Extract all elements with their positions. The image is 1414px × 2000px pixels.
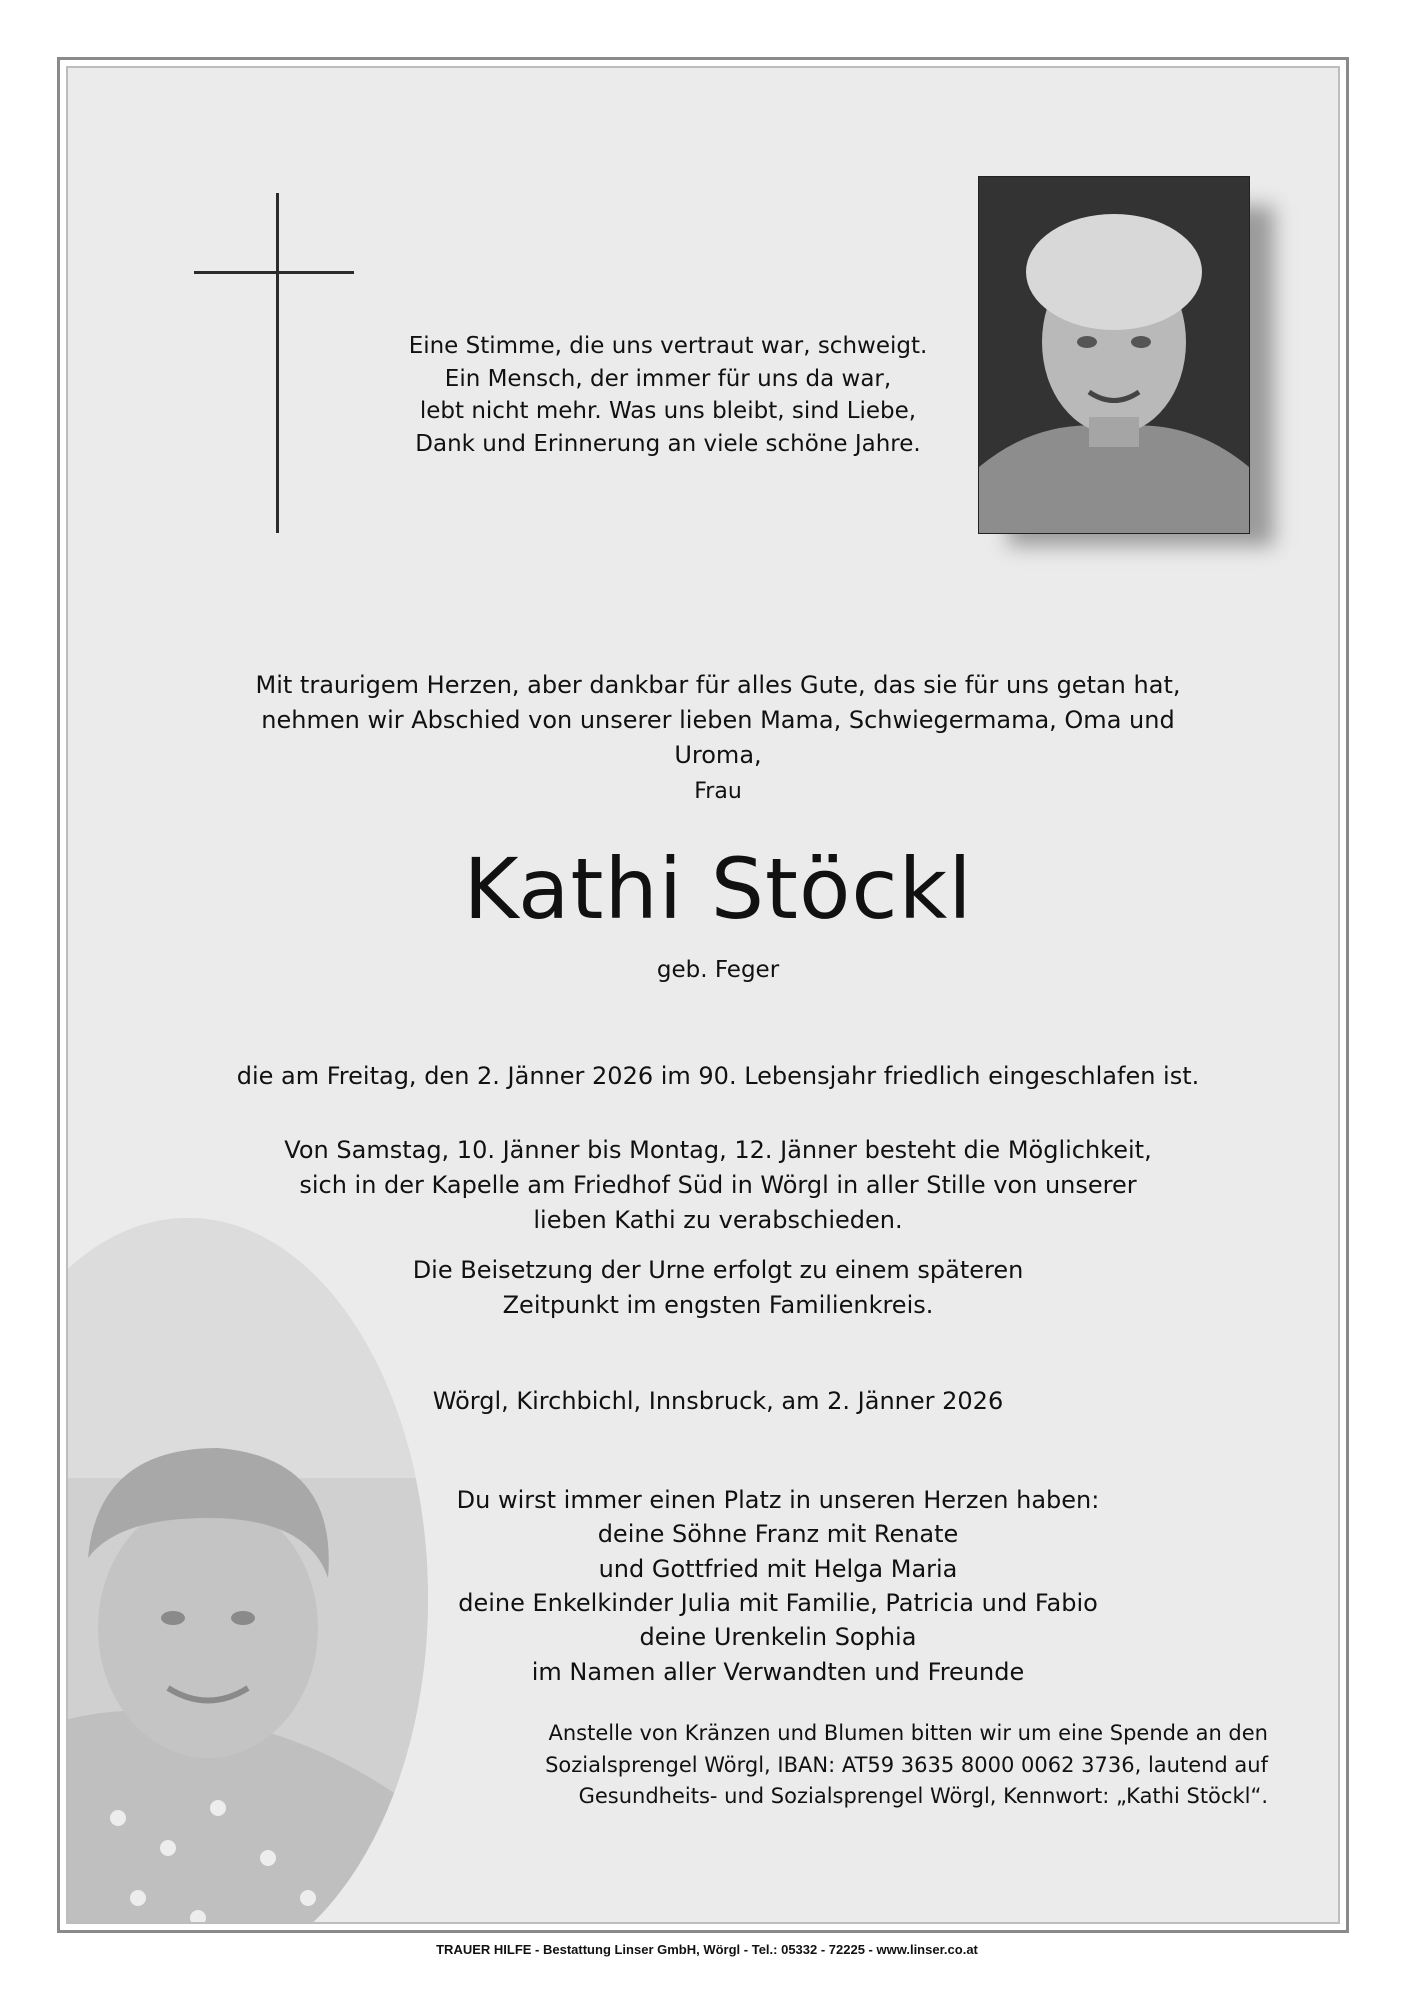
- maiden-name: geb. Feger: [656, 957, 780, 983]
- family-line: deine Enkelkinder Julia mit Familie, Patricia und Fabio: [458, 1588, 1098, 1617]
- memorial-quote: [368, 330, 968, 461]
- death-notice: die am Freitag, den 2. Jänner 2026 im 90. Lebensjahr friedlich eingeschlafen ist.: [236, 1062, 1200, 1090]
- deceased-name: Kathi Stöckl: [463, 840, 973, 938]
- portrait-photo: [978, 176, 1274, 546]
- quote-line: lebt nicht mehr. Was uns bleibt, sind Liebe,: [419, 398, 917, 425]
- notice-card: [66, 66, 1340, 1924]
- salutation: Frau: [694, 779, 742, 804]
- viewing-line: Von Samstag, 10. Jänner bis Montag, 12. Jänner besteht die Möglichkeit,: [284, 1136, 1152, 1164]
- family-line: im Namen aller Verwandten und Freunde: [531, 1657, 1025, 1686]
- family-line: deine Söhne Franz mit Renate: [597, 1520, 959, 1549]
- donation-line: Anstelle von Kränzen und Blumen bitten wir um eine Spende an den: [548, 1721, 1268, 1745]
- oval-memorial-photo: [66, 1218, 428, 1924]
- burial-line: Die Beisetzung der Urne erfolgt zu einem späteren: [412, 1256, 1024, 1284]
- family-line: deine Urenkelin Sophia: [639, 1623, 917, 1652]
- footer-credit: TRAUER HILFE - Bestattung Linser GmbH, Wörgl - Tel.: 05332 - 72225 - www.linser.co.at: [436, 1942, 978, 1957]
- family-line: Du wirst immer einen Platz in unseren Herzen haben:: [456, 1486, 1100, 1514]
- donation-line: Sozialsprengel Wörgl, IBAN: AT59 3635 8000 0062 3736, lautend auf: [545, 1752, 1268, 1777]
- quote-line: Eine Stimme, die uns vertraut war, schweigt.: [408, 333, 928, 359]
- burial-info: [318, 1253, 1118, 1323]
- intro-line: Mit traurigem Herzen, aber dankbar für alles Gute, das sie für uns getan hat,: [255, 671, 1181, 699]
- intro-line: nehmen wir Abschied von unserer lieben Mama, Schwiegermama, Oma und Uroma,: [261, 705, 1175, 769]
- viewing-line: lieben Kathi zu verabschieden.: [533, 1205, 903, 1234]
- donation-note: [488, 1718, 1268, 1813]
- place-and-date: Wörgl, Kirchbichl, Innsbruck, am 2. Jänner 2026: [432, 1387, 1004, 1415]
- quote-line: Ein Mensch, der immer für uns da war,: [444, 365, 892, 392]
- donation-line: Gesundheits- und Sozialsprengel Wörgl, Kennwort: „Kathi Stöckl“.: [578, 1784, 1268, 1808]
- intro-text: [218, 668, 1218, 772]
- quote-line: Dank und Erinnerung an viele schöne Jahre.: [415, 430, 921, 457]
- family-line: und Gottfried mit Helga Maria: [598, 1554, 958, 1583]
- notice-frame: [57, 57, 1349, 1933]
- viewing-line: sich in der Kapelle am Friedhof Süd in Wörgl in aller Stille von unserer: [299, 1170, 1137, 1199]
- viewing-info: [268, 1133, 1168, 1237]
- burial-line: Zeitpunkt im engsten Familienkreis.: [502, 1290, 934, 1319]
- family-list: [418, 1483, 1138, 1689]
